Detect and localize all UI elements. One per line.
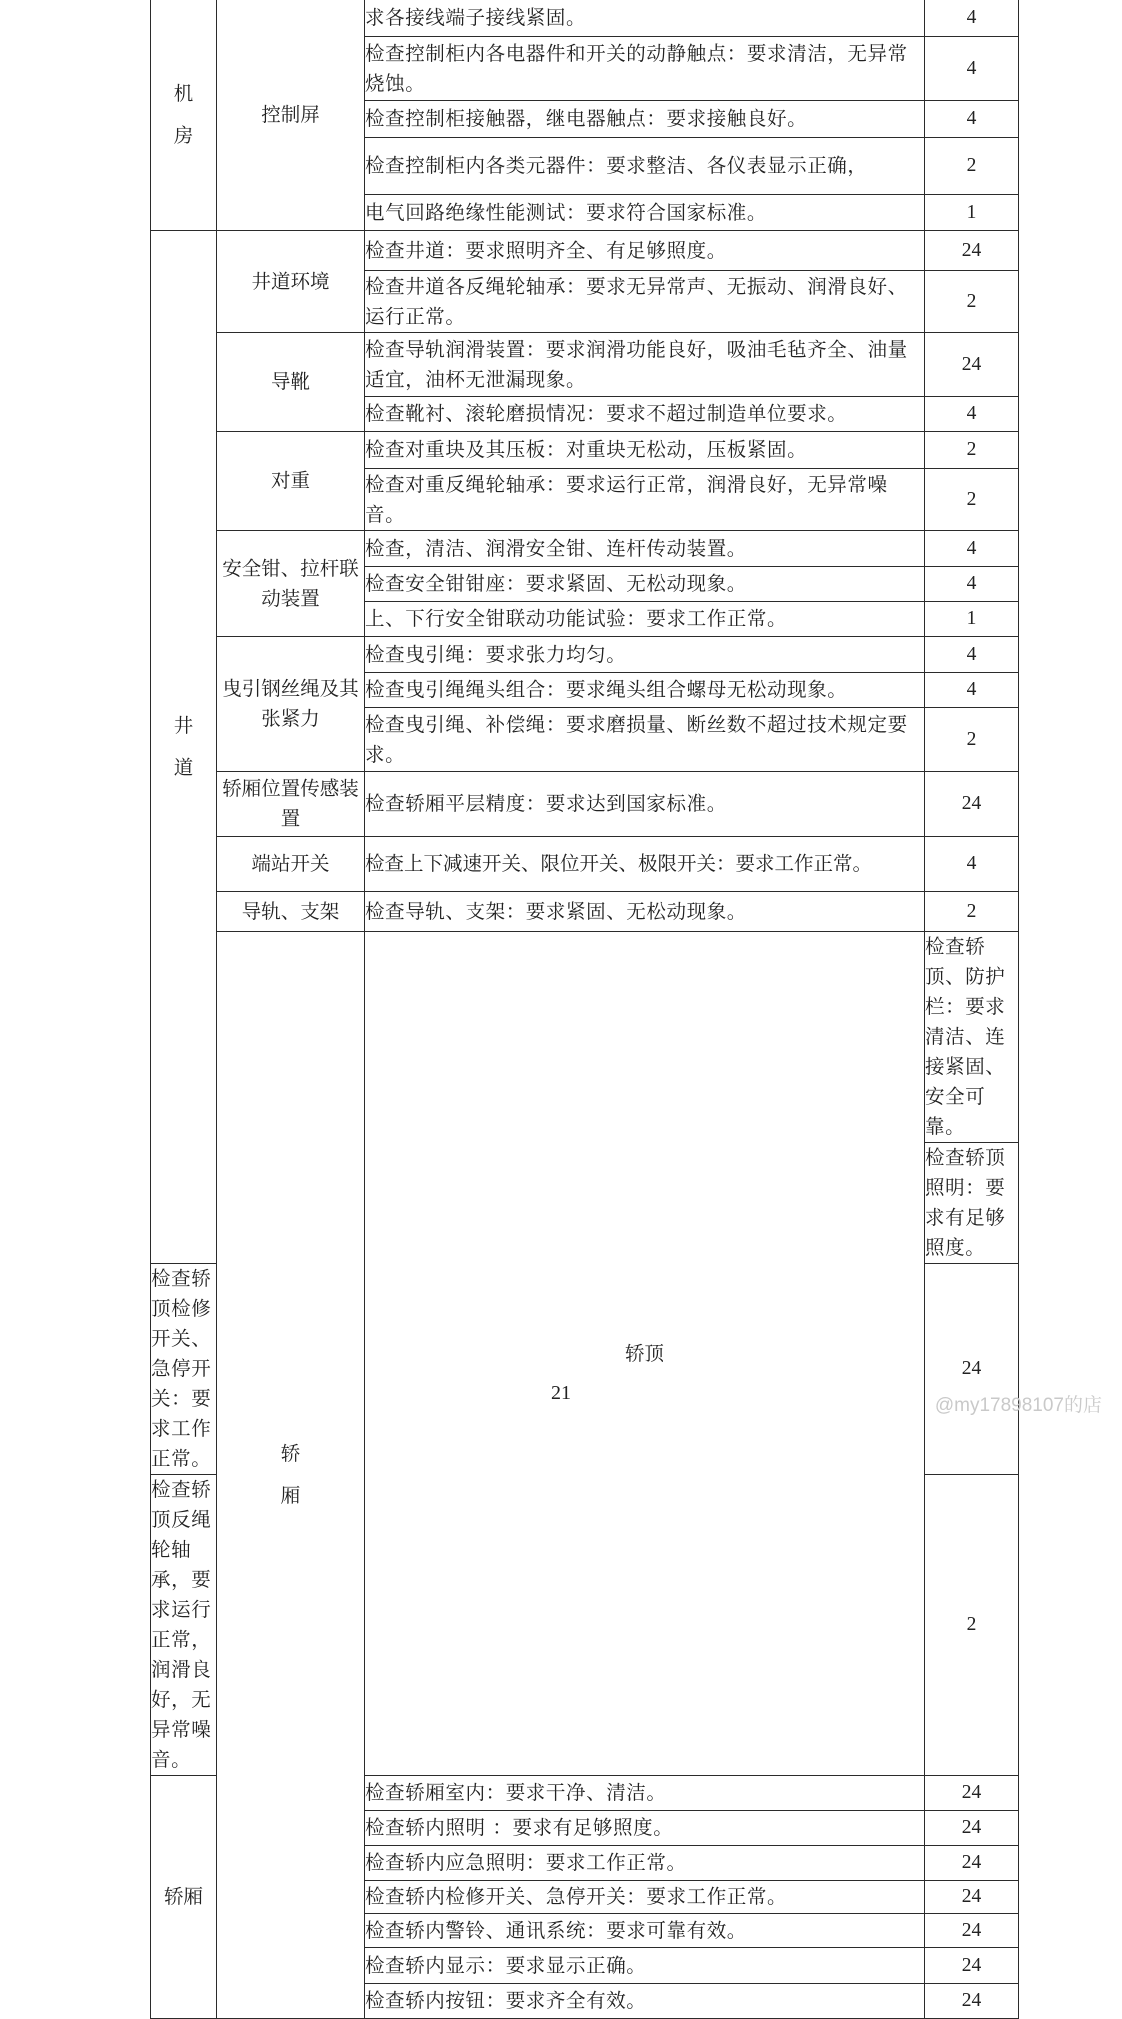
desc-cell: 检查轿顶检修开关、急停开关：要求工作正常。 [151,1264,217,1475]
table-row [151,0,1019,37]
desc-cell: 检查轿内应急照明：要求工作正常。 [365,1846,925,1881]
cycle-cell: 24 [925,1948,1019,1984]
cycle-cell: 4 [925,397,1019,432]
desc-cell: 检查轿厢室内：要求干净、清洁。 [365,1776,925,1811]
area-label: 轿厢 [280,1442,301,1507]
cycle-cell: 2 [925,892,1019,932]
cycle-cell: 24 [925,1811,1019,1846]
desc-cell: 检查安全钳钳座：要求紧固、无松动现象。 [365,567,925,602]
cycle-cell: 24 [925,1984,1019,2019]
cycle-cell: 2 [925,469,1019,531]
table-row [151,772,1019,837]
item-cell: 曳引钢丝绳及其张紧力 [217,637,365,772]
desc-cell: 检查井道：要求照明齐全、有足够照度。 [365,231,925,271]
cycle-cell: 2 [925,432,1019,469]
desc-cell: 检查曳引绳绳头组合：要求绳头组合螺母无松动现象。 [365,673,925,708]
cycle-cell: 4 [925,567,1019,602]
table-row [151,637,1019,673]
cycle-cell: 24 [925,772,1019,837]
area-label: 机房 [173,81,194,147]
item-cell: 井道环境 [217,231,365,333]
cycle-cell: 24 [925,1264,1019,1475]
cycle-cell: 4 [925,673,1019,708]
item-cell: 轿顶 [365,932,925,1776]
area-label: 井道 [173,714,194,779]
table-row [151,432,1019,469]
cycle-cell: 24 [925,1914,1019,1948]
item-cell: 安全钳、拉杆联动装置 [217,531,365,637]
desc-cell: 检查控制柜接触器，继电器触点：要求接触良好。 [365,101,925,138]
desc-cell: 检查对重反绳轮轴承：要求运行正常，润滑良好，无异常噪音。 [365,469,925,531]
table-row [151,932,1019,1143]
item-cell: 对重 [217,432,365,531]
desc-cell: 上、下行安全钳联动功能试验：要求工作正常。 [365,602,925,637]
desc-cell: 检查对重块及其压板：对重块无松动，压板紧固。 [365,432,925,469]
desc-cell: 检查轿顶照明：要求有足够照度。 [925,1143,1019,1264]
desc-cell: 检查轿内按钮：要求齐全有效。 [365,1984,925,2019]
cycle-cell: 2 [925,271,1019,333]
item-cell: 导靴 [217,333,365,432]
desc-cell: 检查轿内显示：要求显示正确。 [365,1948,925,1984]
area-cell-shaft [151,231,217,1264]
table-row [151,531,1019,567]
area-cell-car [217,932,365,2019]
cycle-cell: 24 [925,231,1019,271]
page-number: 21 [551,1382,571,1404]
cycle-cell: 4 [925,101,1019,138]
desc-cell: 检查曳引绳、补偿绳：要求磨损量、断丝数不超过技术规定要求。 [365,708,925,772]
cycle-cell: 2 [925,708,1019,772]
desc-cell: 检查轿顶反绳轮轴承，要求运行正常，润滑良好，无异常噪音。 [151,1475,217,1776]
table-row [151,892,1019,932]
desc-cell: 求各接线端子接线紧固。 [365,0,925,37]
cycle-cell: 24 [925,1846,1019,1881]
desc-cell: 检查轿内照明 ：要求有足够照度。 [365,1811,925,1846]
maintenance-table [150,0,1019,2019]
desc-cell: 检查控制柜内各类元器件：要求整洁、各仪表显示正确， [365,138,925,195]
item-cell: 轿厢 [151,1776,217,2019]
desc-cell: 电气回路绝缘性能测试：要求符合国家标准。 [365,195,925,231]
table-row [151,837,1019,892]
cycle-cell: 2 [925,138,1019,195]
desc-cell: 检查，清洁、润滑安全钳、连杆传动装置。 [365,531,925,567]
desc-cell: 检查导轨润滑装置：要求润滑功能良好，吸油毛毡齐全、油量适宜，油杯无泄漏现象。 [365,333,925,397]
cycle-cell: 1 [925,195,1019,231]
desc-cell: 检查控制柜内各电器件和开关的动静触点：要求清洁，无异常烧蚀。 [365,37,925,101]
desc-cell: 检查井道各反绳轮轴承：要求无异常声、无振动、润滑良好、运行正常。 [365,271,925,333]
cycle-cell: 2 [925,1475,1019,1776]
desc-cell: 检查轿内警铃、通讯系统：要求可靠有效。 [365,1914,925,1948]
item-cell: 端站开关 [217,837,365,892]
desc-cell: 检查轿内检修开关、急停开关：要求工作正常。 [365,1881,925,1914]
cycle-cell: 4 [925,0,1019,37]
desc-cell: 检查导轨、支架：要求紧固、无松动现象。 [365,892,925,932]
item-cell: 轿厢位置传感装置 [217,772,365,837]
desc-cell: 检查轿厢平层精度：要求达到国家标准。 [365,772,925,837]
cycle-cell: 4 [925,837,1019,892]
desc-cell: 检查轿顶、防护栏：要求清洁、连接紧固、安全可靠。 [925,932,1019,1143]
cycle-cell: 24 [925,333,1019,397]
item-cell: 导轨、支架 [217,892,365,932]
cycle-cell: 24 [925,1881,1019,1914]
table-row [151,333,1019,397]
cycle-cell: 4 [925,531,1019,567]
desc-cell: 检查靴衬、滚轮磨损情况：要求不超过制造单位要求。 [365,397,925,432]
cycle-cell: 24 [925,1776,1019,1811]
watermark: @my17898107的店 [934,1395,1102,1416]
cycle-cell: 4 [925,37,1019,101]
item-cell: 控制屏 [217,0,365,231]
table-row [151,231,1019,271]
desc-cell: 检查曳引绳：要求张力均匀。 [365,637,925,673]
cycle-cell: 4 [925,637,1019,673]
cycle-cell: 1 [925,602,1019,637]
desc-cell: 检查上下减速开关、限位开关、极限开关：要求工作正常。 [365,837,925,892]
area-cell-machine-room [151,0,217,231]
